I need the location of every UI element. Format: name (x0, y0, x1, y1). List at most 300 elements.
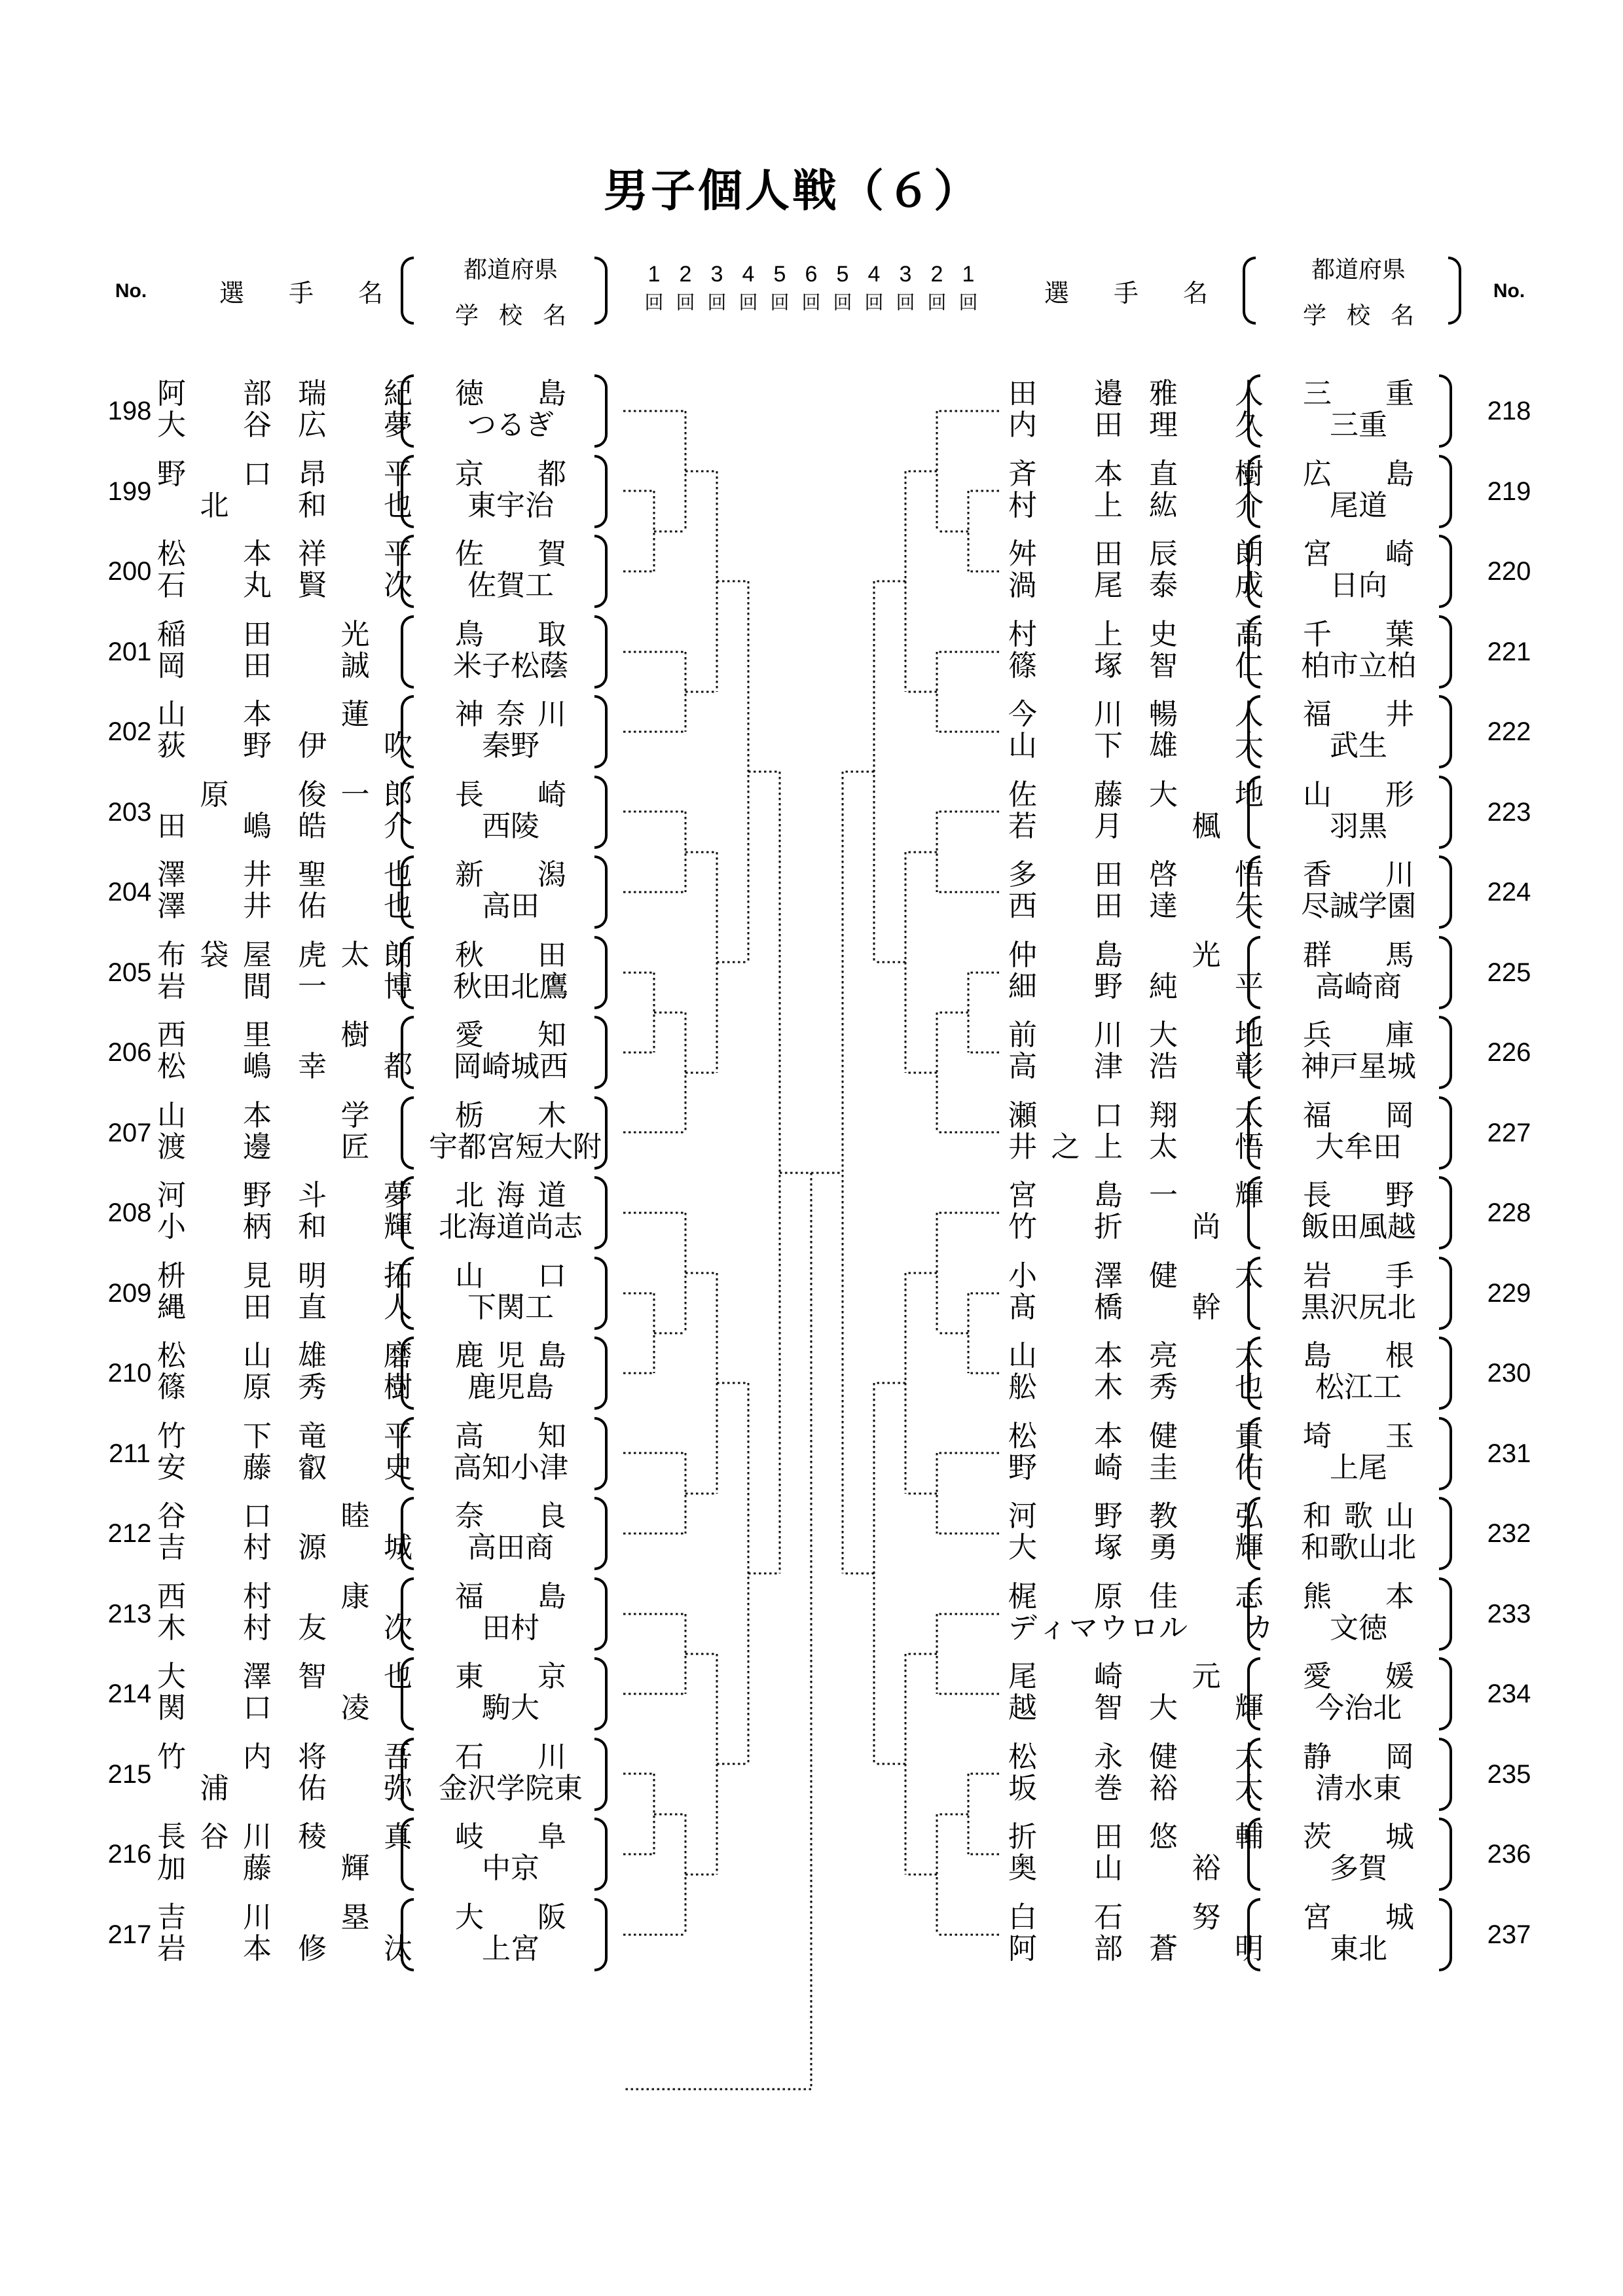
player1-given-name: 睦 (340, 1500, 370, 1532)
player1-name (157, 1902, 412, 1933)
school-brace-close-icon (1439, 936, 1452, 1009)
school-block (429, 1335, 593, 1411)
player1-name (1008, 940, 1264, 971)
player2-surname: 岩 本 (157, 1933, 272, 1965)
player1-name (157, 1340, 412, 1372)
entry-231 (995, 1416, 1539, 1492)
school-brace-close-icon (594, 1336, 608, 1410)
school-name: 清水東 (1315, 1772, 1402, 1804)
school-brace-close-icon (594, 1176, 608, 1249)
player2-given-name: 秀 樹 (298, 1371, 412, 1403)
pair-names (157, 533, 412, 609)
player2-surname: 越 智 (1008, 1692, 1123, 1724)
pair-names (157, 854, 412, 930)
school-block (1277, 614, 1440, 690)
player1-name (157, 378, 412, 410)
player1-given-name: 智 也 (298, 1660, 412, 1693)
school-block (1277, 854, 1440, 930)
player2-given-name: 浩 彰 (1149, 1050, 1264, 1083)
player1-given-name: 啓 悟 (1149, 859, 1264, 891)
school-brace-open-icon (401, 1818, 414, 1891)
school-brace-close-icon (594, 1016, 608, 1089)
school-name: 和歌山北 (1301, 1532, 1416, 1564)
pair-names (1008, 935, 1264, 1011)
player2-name (1008, 1773, 1264, 1804)
entry-233 (995, 1576, 1539, 1652)
player2-name (157, 1452, 412, 1484)
school-brace-close-icon (594, 1497, 608, 1570)
pair-names (157, 1576, 412, 1652)
player2-surname: 高 津 (1008, 1050, 1123, 1083)
school-name: 北海道尚志 (439, 1211, 583, 1243)
player1-given-name: 蓮 (340, 698, 370, 730)
player2-name (1008, 1211, 1264, 1243)
player1-name (1008, 378, 1264, 410)
bracket-lines-right (843, 411, 999, 1935)
player1-name (157, 699, 412, 730)
entry-203 (105, 774, 648, 850)
player2-given-name: 蒼 明 (1149, 1933, 1264, 1965)
school-name: 大牟田 (1315, 1131, 1402, 1163)
school-brace-close-icon (1439, 1898, 1452, 1971)
player2-given-name: 紘 介 (1149, 490, 1264, 522)
player1-surname: 原 (200, 779, 229, 811)
player2-given-name: 修 汰 (298, 1933, 412, 1965)
school-block (429, 1576, 593, 1652)
player1-name (1008, 459, 1264, 490)
player1-given-name: 大 地 (1149, 1019, 1264, 1051)
player1-surname: 山 本 (157, 1100, 272, 1132)
entry-number: 210 (107, 1359, 152, 1388)
player2-given-name: 楓 (1192, 810, 1221, 842)
school-block (1277, 774, 1440, 850)
player2-given-name: 伊 吹 (298, 730, 412, 762)
school-brace-open-icon (401, 374, 414, 448)
school-name: 羽黒 (1330, 810, 1387, 842)
player2-given-name: 佑 弥 (298, 1772, 412, 1804)
player2-surname: 荻 野 (157, 730, 272, 762)
school-brace-close-icon (1439, 535, 1452, 608)
entry-223 (995, 774, 1539, 850)
school-block (1277, 1175, 1440, 1251)
player2-given-name: 圭 佑 (1149, 1452, 1264, 1484)
pair-names (157, 1656, 412, 1732)
school-brace-open-icon (1247, 1096, 1260, 1170)
school-name: 今治北 (1315, 1692, 1402, 1724)
player1-surname: 枡 見 (157, 1260, 272, 1292)
player2-name (157, 651, 412, 682)
player1-surname: 田 邉 (1008, 378, 1123, 410)
prefecture: 東 京 (455, 1660, 566, 1693)
entry-number: 216 (107, 1840, 152, 1869)
player1-given-name: 康 (340, 1581, 370, 1613)
school-name: 松江工 (1315, 1371, 1402, 1403)
player2-name (157, 410, 412, 441)
entry-number: 212 (107, 1519, 152, 1548)
school-brace-close-icon (1439, 455, 1452, 528)
player2-name (157, 490, 412, 522)
player2-name (157, 1132, 412, 1163)
prefecture: 三 重 (1303, 378, 1414, 410)
round-header-2L: 2 回 (676, 262, 695, 314)
player2-name (1008, 490, 1264, 522)
entry-207 (105, 1095, 648, 1171)
player1-given-name: 雅 人 (1149, 378, 1264, 410)
player1-name (1008, 1340, 1264, 1372)
school-brace-open-icon (1247, 1577, 1260, 1651)
prefecture: 神 奈 川 (455, 698, 566, 730)
school-brace-open-icon (401, 615, 414, 689)
entry-206 (105, 1014, 648, 1090)
school-brace-open-icon (1247, 936, 1260, 1009)
player1-given-name: 学 (340, 1100, 370, 1132)
entry-225 (995, 935, 1539, 1011)
entry-216 (105, 1816, 648, 1892)
entry-number: 234 (1487, 1679, 1531, 1708)
entry-number: 229 (1487, 1279, 1531, 1308)
school-brace-open-icon (1247, 776, 1260, 849)
school-name: 佐賀工 (467, 569, 554, 601)
player1-surname: 河 野 (1008, 1500, 1123, 1532)
player2-given-name: 凌 (340, 1692, 370, 1724)
player1-name (157, 539, 412, 570)
school-name: 金沢学院東 (439, 1772, 583, 1804)
player1-surname: 白 石 (1008, 1901, 1123, 1933)
school-block (1277, 1496, 1440, 1571)
player2-surname: 田 嶋 (157, 810, 272, 842)
player1-name (1008, 1821, 1264, 1853)
prefecture: 香 川 (1303, 859, 1414, 891)
player2-name (1008, 1132, 1264, 1163)
school-brace-close-icon (594, 776, 608, 849)
school-brace-open-icon (1247, 1176, 1260, 1249)
school-brace-open-icon (1247, 1016, 1260, 1089)
pair-names (1008, 1175, 1264, 1251)
player2-surname: 細 野 (1008, 971, 1123, 1003)
player1-surname: 野 口 (157, 458, 272, 490)
prefecture: 宮 崎 (1303, 538, 1414, 570)
entry-208 (105, 1175, 648, 1251)
school-block (1277, 1656, 1440, 1732)
entry-number: 218 (1487, 397, 1531, 425)
school-block (1277, 1095, 1440, 1171)
entry-236 (995, 1816, 1539, 1892)
player1-name (157, 1020, 412, 1051)
prefecture: 新 潟 (455, 859, 566, 891)
school-block (1277, 1014, 1440, 1090)
prefecture: 京 都 (455, 458, 566, 490)
school-name: 飯田風越 (1301, 1211, 1416, 1243)
school-name: 柏市立柏 (1301, 650, 1416, 682)
entry-number: 225 (1487, 958, 1531, 987)
player2-surname: 渡 邊 (157, 1131, 272, 1163)
player1-name (157, 459, 412, 490)
school-brace-close-icon (1439, 1176, 1452, 1249)
player1-given-name: 直 樹 (1149, 458, 1264, 490)
player1-surname: 布 袋 屋 (157, 939, 272, 971)
entry-205 (105, 935, 648, 1011)
school-brace-open-icon (401, 776, 414, 849)
player1-given-name: 光 (340, 619, 370, 651)
player2-surname: 安 藤 (157, 1452, 272, 1484)
prefecture: 山 形 (1303, 779, 1414, 811)
pair-names (157, 1416, 412, 1492)
school-brace-close-icon (1439, 1336, 1452, 1410)
school-brace-open-icon (401, 1497, 414, 1570)
entry-number: 211 (109, 1439, 151, 1468)
school-brace-open-icon (401, 1738, 414, 1811)
entry-230 (995, 1335, 1539, 1411)
player2-surname: 澤 井 (157, 890, 272, 922)
player2-name (1008, 651, 1264, 682)
player1-given-name: 斗 夢 (298, 1179, 412, 1211)
school-name: 高田 (482, 890, 539, 922)
player1-given-name: 俊 一 郎 (298, 779, 412, 811)
school-brace-open-icon (1247, 535, 1260, 608)
round-header-5R: 5 回 (833, 262, 852, 314)
school-name: 駒大 (482, 1692, 539, 1724)
entry-number: 199 (107, 477, 152, 506)
entry-number: 232 (1487, 1519, 1531, 1548)
player2-given-name: 尚 (1192, 1211, 1221, 1243)
player1-surname: 斉 本 (1008, 458, 1123, 490)
pair-names (1008, 1576, 1273, 1652)
school-brace-open-icon (1247, 1818, 1260, 1891)
entry-number: 208 (107, 1198, 152, 1227)
player1-given-name: 健 太 (1149, 1260, 1264, 1292)
pair-names (157, 1175, 412, 1251)
player2-surname: 舩 木 (1008, 1371, 1123, 1403)
entry-214 (105, 1656, 648, 1732)
entry-number: 198 (107, 397, 152, 425)
player2-surname: 岡 田 (157, 650, 272, 682)
player2-given-name: 雄 大 (1149, 730, 1264, 762)
round-header-4R: 4 回 (864, 262, 884, 314)
entry-204 (105, 854, 648, 930)
entry-226 (995, 1014, 1539, 1090)
player1-surname: 西 村 (157, 1581, 272, 1613)
prefecture: 佐 賀 (455, 538, 566, 570)
entry-number: 226 (1487, 1038, 1531, 1067)
player1-surname: 松 本 (1008, 1420, 1123, 1452)
pair-names (1008, 774, 1264, 850)
player-name-column-header-right: 選 手 名 (1044, 280, 1208, 308)
player2-name (1008, 1612, 1273, 1644)
player2-given-name: 幸 都 (298, 1050, 412, 1083)
prefecture: 鳥 取 (455, 619, 566, 651)
school-name: 三重 (1330, 409, 1387, 441)
entry-200 (105, 533, 648, 609)
player2-given-name: 匠 (340, 1131, 370, 1163)
player-name-column-header-left: 選 手 名 (219, 280, 383, 308)
school-block (1277, 1816, 1440, 1892)
player1-given-name: 健 貴 (1149, 1420, 1264, 1452)
school-brace-open-icon (1247, 1657, 1260, 1731)
player1-name (1008, 1100, 1264, 1132)
round-header-5L: 5 回 (770, 262, 790, 314)
prefecture: 島 根 (1303, 1340, 1414, 1372)
player1-given-name: 樹 (340, 1019, 370, 1051)
player1-name (157, 1180, 412, 1211)
bracket-lines-final (623, 1173, 843, 2089)
pair-names (157, 1496, 412, 1571)
school-brace-close-icon (594, 1257, 608, 1330)
entry-199 (105, 454, 648, 529)
player2-surname: 竹 折 (1008, 1211, 1123, 1243)
entry-202 (105, 694, 648, 770)
player2-given-name: 裕 太 (1149, 1772, 1264, 1804)
school-brace-close-icon (1439, 374, 1452, 448)
school-block (1277, 1897, 1440, 1973)
player2-name (157, 1372, 412, 1403)
player2-given-name: 誠 (340, 650, 370, 682)
prefecture: 広 島 (1303, 458, 1414, 490)
player2-surname: 木 村 (157, 1612, 272, 1644)
pair-names (1008, 533, 1264, 609)
entry-number: 201 (107, 637, 152, 666)
school-brace-close-icon (594, 615, 608, 689)
player2-surname: 北 (200, 490, 229, 522)
player1-name (157, 1421, 412, 1452)
school-brace-close-icon (594, 695, 608, 768)
player1-surname: 松 山 (157, 1340, 272, 1372)
no-column-header-right: No. (1493, 280, 1525, 302)
pair-names (1008, 1014, 1264, 1090)
player2-name (157, 1853, 412, 1884)
player1-given-name: 虎 太 朗 (298, 939, 412, 971)
player2-name (1008, 1452, 1264, 1484)
school-brace-open-icon (1247, 615, 1260, 689)
player2-surname: 西 田 (1008, 890, 1123, 922)
player2-given-name: 幹 (1192, 1291, 1221, 1323)
player2-name (157, 730, 412, 762)
entry-number: 207 (107, 1119, 152, 1147)
player1-given-name: 悠 輔 (1149, 1821, 1264, 1853)
prefecture: 石 川 (455, 1741, 566, 1773)
entry-number: 204 (107, 878, 152, 906)
player2-given-name: ル カ (1159, 1612, 1273, 1644)
player2-name (157, 1613, 412, 1644)
school-brace-open-icon (401, 455, 414, 528)
player2-surname: 大 谷 (157, 409, 272, 441)
player1-given-name: 昂 平 (298, 458, 412, 490)
player2-name (1008, 1051, 1264, 1083)
school-brace-open-icon (401, 695, 414, 768)
school-block (1277, 1576, 1440, 1652)
player1-surname: 阿 部 (157, 378, 272, 410)
player1-name (157, 859, 412, 891)
player1-name (157, 780, 412, 811)
player1-name (157, 1661, 412, 1693)
entry-228 (995, 1175, 1539, 1251)
school-block (429, 533, 593, 609)
player2-name (1008, 971, 1264, 1003)
player1-surname: 松 永 (1008, 1741, 1123, 1773)
school-brace-close-icon (594, 535, 608, 608)
school-brace-open-icon (1247, 1336, 1260, 1410)
school-brace-close-icon (1439, 1497, 1452, 1570)
entry-229 (995, 1255, 1539, 1331)
player2-given-name: 友 次 (298, 1612, 412, 1644)
player2-given-name: 賢 次 (298, 569, 412, 601)
prefecture: 愛 知 (455, 1019, 566, 1051)
school-name: 上尾 (1330, 1452, 1387, 1484)
round-header-1L: 1 回 (644, 262, 664, 314)
school-brace-open-icon (401, 535, 414, 608)
entry-213 (105, 1576, 648, 1652)
player1-surname: 西 里 (157, 1019, 272, 1051)
player1-given-name: 史 高 (1149, 619, 1264, 651)
player2-surname: 内 田 (1008, 409, 1123, 441)
player1-surname: 長 谷 川 (157, 1821, 272, 1853)
school-brace-open-icon (401, 936, 414, 1009)
school-brace-close-icon (1439, 1738, 1452, 1811)
player2-given-name: 源 城 (298, 1532, 412, 1564)
prefecture: 栃 木 (455, 1100, 566, 1132)
entry-number: 203 (107, 798, 152, 827)
player1-surname: 宮 島 (1008, 1179, 1123, 1211)
entry-number: 202 (107, 717, 152, 746)
school-name: 日向 (1330, 569, 1387, 601)
player2-name (1008, 1693, 1264, 1724)
entry-215 (105, 1736, 648, 1812)
player2-name (157, 811, 412, 842)
prefecture: 鹿 児 島 (455, 1340, 566, 1372)
school-brace-open-icon (1247, 374, 1260, 448)
pair-names (157, 1736, 412, 1812)
player2-surname: 大 塚 (1008, 1532, 1123, 1564)
player1-given-name: 光 (1192, 939, 1221, 971)
player2-name (157, 1532, 412, 1564)
entry-211 (105, 1416, 648, 1492)
school-block (429, 1255, 593, 1331)
player1-surname: 折 田 (1008, 1821, 1123, 1853)
entry-224 (995, 854, 1539, 930)
school-block (1277, 373, 1440, 449)
school-brace-open-icon (401, 1577, 414, 1651)
player1-given-name: 聖 也 (298, 859, 412, 891)
player2-surname: 村 上 (1008, 490, 1123, 522)
pair-names (1008, 1335, 1264, 1411)
school-block (429, 1816, 593, 1892)
school-brace-close-icon (594, 1738, 608, 1811)
school-brace-open-icon (401, 1257, 414, 1330)
player2-surname: 坂 巻 (1008, 1772, 1123, 1804)
school-brace-close-icon (594, 455, 608, 528)
school-name: 黒沢尻北 (1301, 1291, 1416, 1323)
player2-surname: 縄 田 (157, 1291, 272, 1323)
school-name: 秦野 (482, 730, 539, 762)
entry-218 (995, 373, 1539, 449)
player1-given-name: 佳 志 (1149, 1581, 1264, 1613)
player2-name (157, 1933, 412, 1965)
player2-given-name: 皓 介 (298, 810, 412, 842)
pair-names (1008, 854, 1264, 930)
round-header-3R: 3 回 (896, 262, 915, 314)
entry-number: 227 (1487, 1119, 1531, 1147)
player2-name (157, 1051, 412, 1083)
player2-given-name: 佑 也 (298, 890, 412, 922)
school-brace-close-icon (594, 1417, 608, 1490)
school-brace-open-icon (401, 855, 414, 929)
school-name: 高田商 (467, 1532, 554, 1564)
entry-number: 233 (1487, 1600, 1531, 1628)
player2-name (157, 1211, 412, 1243)
player1-surname: 山 本 (157, 698, 272, 730)
school-brace-close-icon (1439, 1417, 1452, 1490)
school-block (429, 1416, 593, 1492)
school-name: 東北 (1330, 1933, 1387, 1965)
